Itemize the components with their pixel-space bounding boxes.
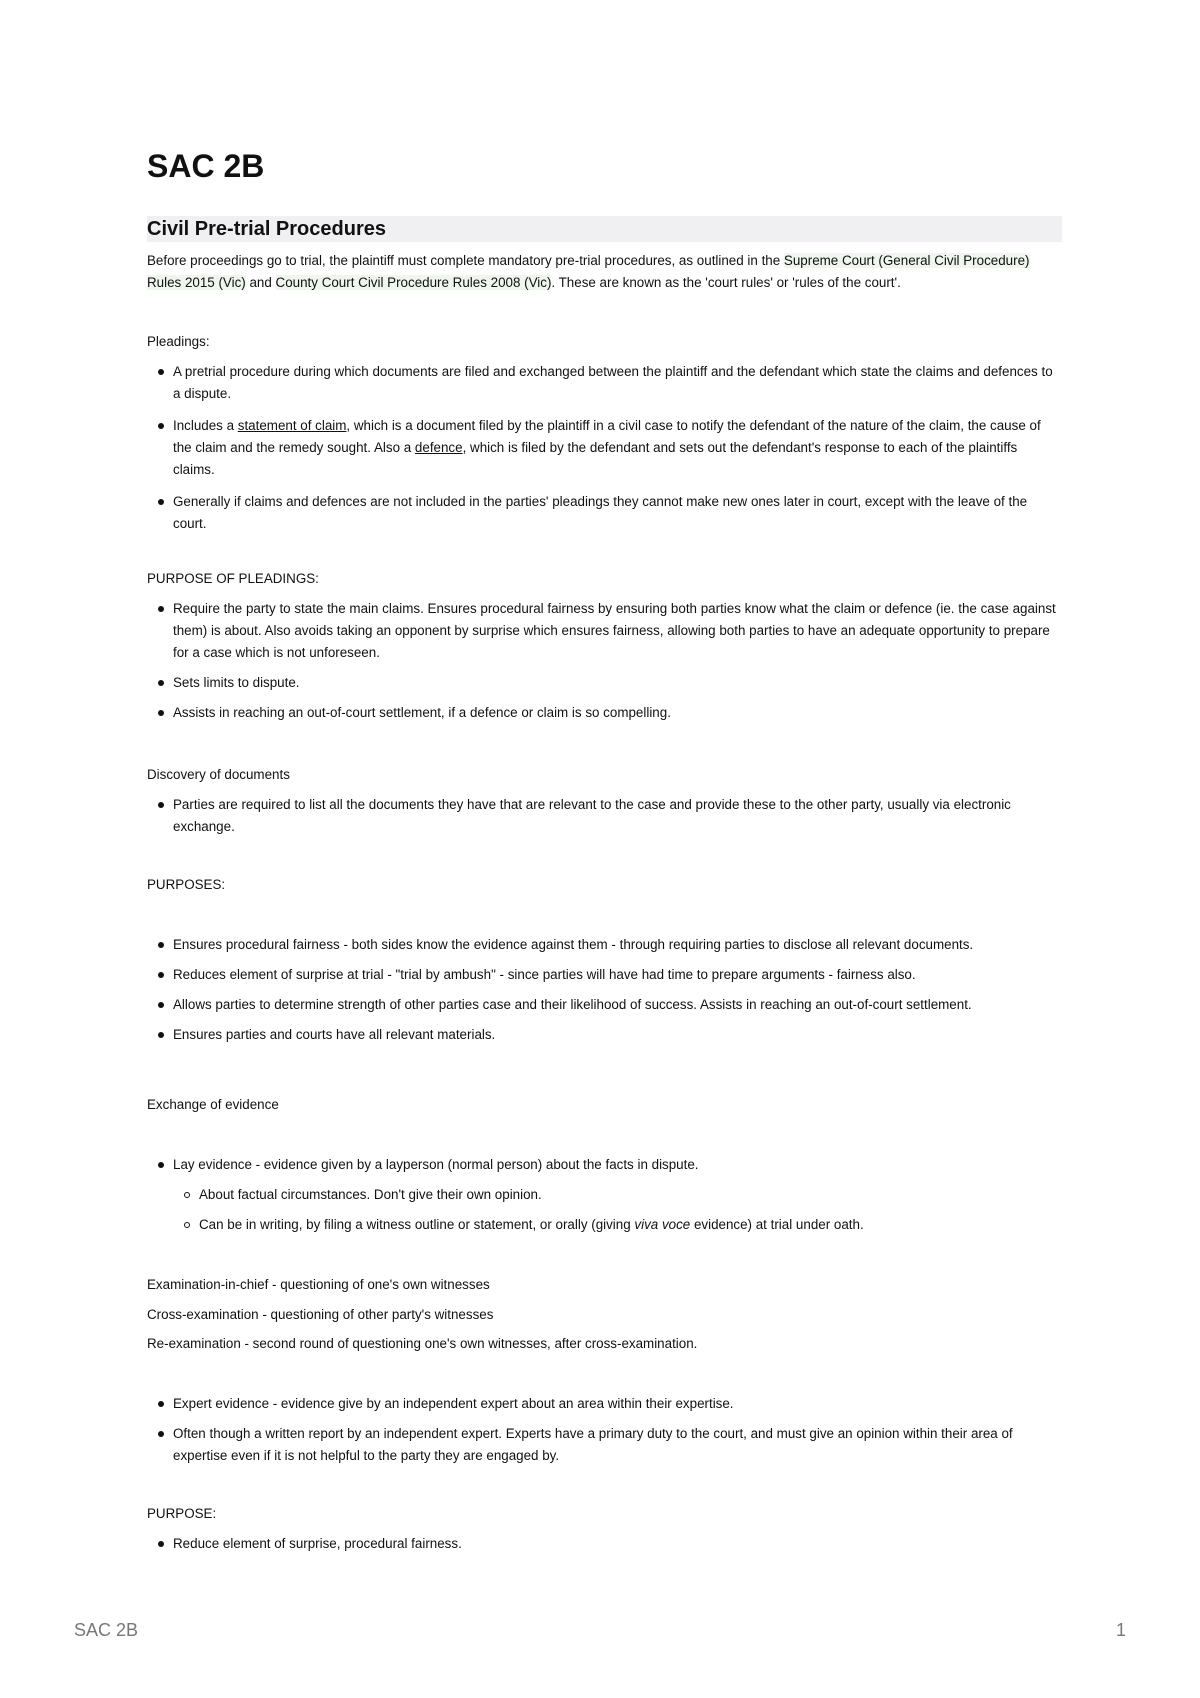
sub-list-item: About factual circumstances. Don't give their own opinion. bbox=[147, 1184, 1062, 1206]
examination-in-chief-line: Examination-in-chief - questioning of one's own witnesses bbox=[147, 1277, 490, 1292]
viva-voce-term: viva voce bbox=[634, 1217, 691, 1232]
purpose-of-pleadings-heading: PURPOSE OF PLEADINGS: bbox=[147, 571, 319, 586]
purpose-heading: PURPOSE: bbox=[147, 1506, 217, 1521]
list-item bbox=[147, 415, 1062, 481]
purposes-heading: PURPOSES: bbox=[147, 877, 226, 892]
intro-text: Before proceedings go to trial, the plaintiff must complete mandatory pre-trial procedures, as outlined in the bbox=[147, 253, 784, 268]
purposes-list bbox=[147, 934, 1062, 1046]
list-item-text: , which is filed by the defendant and sets out the defendant's response to each of the plaintiffs claims. bbox=[173, 440, 1018, 477]
purpose-of-pleadings-list bbox=[147, 598, 1062, 724]
list-item: A pretrial procedure during which documents are filed and exchanged between the plaintiff and the defendant which state the claims and defences to a dispute. bbox=[147, 361, 1062, 405]
section-heading: Civil Pre-trial Procedures bbox=[147, 216, 1062, 242]
pleadings-list bbox=[147, 361, 1062, 535]
intro-text: and bbox=[245, 275, 276, 290]
footer-document-title: SAC 2B bbox=[74, 1620, 139, 1640]
list-item-text: evidence) at trial under oath. bbox=[690, 1217, 864, 1232]
list-item: Lay evidence - evidence given by a layperson (normal person) about the facts in dispute. bbox=[147, 1154, 1062, 1176]
list-item: Reduces element of surprise at trial - "trial by ambush" - since parties will have had time to prepare arguments - fairness also. bbox=[147, 964, 1062, 986]
list-item: Ensures procedural fairness - both sides know the evidence against them - through requiring parties to disclose all relevant documents. bbox=[147, 934, 1062, 956]
discovery-heading: Discovery of documents bbox=[147, 767, 290, 782]
list-item: Parties are required to list all the documents they have that are relevant to the case and provide these to the other party, usually via electronic exchange. bbox=[147, 794, 1062, 838]
list-item: Reduce element of surprise, procedural fairness. bbox=[147, 1533, 1062, 1555]
cross-examination-line: Cross-examination - questioning of other party's witnesses bbox=[147, 1307, 494, 1322]
page-title: SAC 2B bbox=[147, 148, 265, 184]
pleadings-heading: Pleadings: bbox=[147, 334, 210, 349]
intro-text: . These are known as the 'court rules' or 'rules of the court'. bbox=[551, 275, 901, 290]
defence-term: defence bbox=[414, 440, 463, 455]
purpose-list bbox=[147, 1533, 1062, 1555]
supreme-court-rules-ref: Supreme Court (General Civil Procedure) Rules 2015 (Vic) bbox=[147, 253, 1030, 290]
discovery-list bbox=[147, 794, 1062, 838]
list-item: Sets limits to dispute. bbox=[147, 672, 1062, 694]
sub-list-item bbox=[147, 1214, 1062, 1236]
list-item-text: Can be in writing, by filing a witness outline or statement, or orally (giving bbox=[199, 1217, 635, 1232]
list-item: Allows parties to determine strength of other parties case and their likelihood of success. Assists in reaching an out-of-court settlement. bbox=[147, 994, 1062, 1016]
re-examination-line: Re-examination - second round of questioning one's own witnesses, after cross-examination. bbox=[147, 1336, 698, 1351]
footer-page-number: 1 bbox=[1115, 1620, 1126, 1640]
list-item: Expert evidence - evidence give by an independent expert about an area within their expertise. bbox=[147, 1393, 1062, 1415]
list-item: Generally if claims and defences are not included in the parties' pleadings they cannot make new ones later in court, except with the leave of the court. bbox=[147, 491, 1062, 535]
list-item-text: , which is a document filed by the plaintiff in a civil case to notify the defendant of the nature of the claim, the cause of the claim and the remedy sought. Also a bbox=[173, 418, 1041, 455]
expert-evidence-list bbox=[147, 1393, 1062, 1467]
list-item: Require the party to state the main claims. Ensures procedural fairness by ensuring both parties know what the claim or defence (ie. the case against them) is about. Also avoids taking an opponent by surprise which ensures fairness, allowing both parties to have an adequate opportunity to prepare for a case which is not unforeseen. bbox=[147, 598, 1062, 664]
list-item: Often though a written report by an independent expert. Experts have a primary duty to the court, and must give an opinion within their area of expertise even if it is not helpful to the party they are engaged by. bbox=[147, 1423, 1062, 1467]
statement-of-claim-term: statement of claim bbox=[237, 418, 347, 433]
county-court-rules-ref: County Court Civil Procedure Rules 2008 (Vic) bbox=[275, 275, 552, 290]
list-item: Ensures parties and courts have all relevant materials. bbox=[147, 1024, 1062, 1046]
list-item: Assists in reaching an out-of-court settlement, if a defence or claim is so compelling. bbox=[147, 702, 1062, 724]
list-item-text: Includes a bbox=[173, 418, 238, 433]
intro-paragraph bbox=[147, 250, 1062, 294]
exchange-of-evidence-list bbox=[147, 1154, 1062, 1236]
exchange-of-evidence-heading: Exchange of evidence bbox=[147, 1097, 279, 1112]
